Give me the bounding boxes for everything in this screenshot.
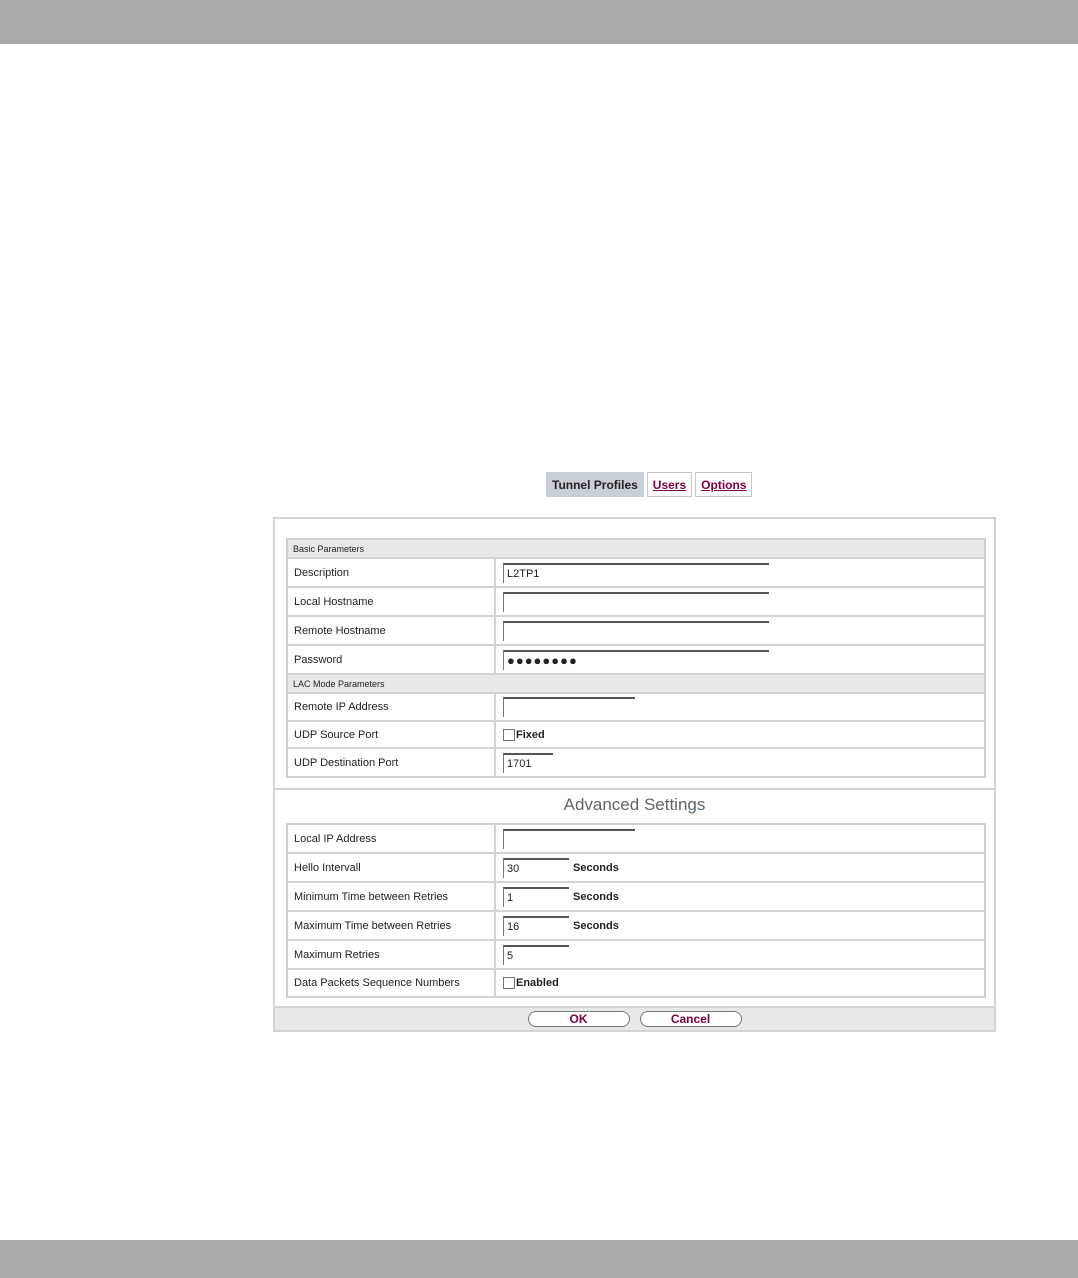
hello-interval-unit: Seconds xyxy=(573,861,619,874)
password-label: Password xyxy=(288,646,496,673)
hello-interval-label: Hello Intervall xyxy=(288,854,496,881)
udp-destination-port-input[interactable] xyxy=(503,753,553,773)
min-time-retries-label: Minimum Time between Retries xyxy=(288,883,496,910)
max-retries-label: Maximum Retries xyxy=(288,941,496,968)
udp-source-port-label: UDP Source Port xyxy=(288,722,496,747)
enabled-checkbox-label: Enabled xyxy=(516,977,559,989)
password-input[interactable] xyxy=(503,650,769,670)
divider xyxy=(275,788,994,790)
description-label: Description xyxy=(288,559,496,586)
enabled-checkbox-group xyxy=(503,977,559,989)
udp-destination-port-label: UDP Destination Port xyxy=(288,749,496,776)
cancel-button[interactable]: Cancel xyxy=(640,1011,742,1027)
section-lac-mode-parameters: LAC Mode Parameters xyxy=(288,675,984,694)
tab-bar xyxy=(546,472,752,497)
tab-tunnel-profiles[interactable]: Tunnel Profiles xyxy=(546,472,644,497)
row-max-time-retries xyxy=(288,912,984,941)
remote-hostname-input[interactable] xyxy=(503,621,769,641)
row-local-ip xyxy=(288,825,984,854)
local-hostname-label: Local Hostname xyxy=(288,588,496,615)
sequence-numbers-label: Data Packets Sequence Numbers xyxy=(288,970,496,996)
min-time-retries-unit: Seconds xyxy=(573,890,619,903)
remote-ip-label: Remote IP Address xyxy=(288,694,496,720)
fixed-checkbox[interactable] xyxy=(503,729,515,741)
basic-parameters-table xyxy=(286,538,986,778)
description-input[interactable] xyxy=(503,563,769,583)
row-description xyxy=(288,559,984,588)
row-hello-interval xyxy=(288,854,984,883)
hello-interval-input[interactable] xyxy=(503,858,569,878)
min-time-retries-input[interactable] xyxy=(503,887,569,907)
row-local-hostname xyxy=(288,588,984,617)
fixed-checkbox-label: Fixed xyxy=(516,728,545,741)
row-password xyxy=(288,646,984,675)
remote-ip-input[interactable] xyxy=(503,697,635,717)
ok-button[interactable]: OK xyxy=(528,1011,630,1027)
tab-users[interactable]: Users xyxy=(647,472,692,497)
row-udp-destination-port xyxy=(288,749,984,776)
section-basic-parameters: Basic Parameters xyxy=(288,540,984,559)
header-bar xyxy=(0,0,1078,44)
settings-panel xyxy=(273,517,996,1032)
tab-options[interactable]: Options xyxy=(695,472,752,497)
max-time-retries-label: Maximum Time between Retries xyxy=(288,912,496,939)
advanced-settings-title: Advanced Settings xyxy=(563,795,706,814)
remote-hostname-label: Remote Hostname xyxy=(288,617,496,644)
max-time-retries-input[interactable] xyxy=(503,916,569,936)
max-time-retries-unit: Seconds xyxy=(573,919,619,932)
max-retries-input[interactable] xyxy=(503,945,569,965)
row-max-retries xyxy=(288,941,984,970)
local-ip-input[interactable] xyxy=(503,829,635,849)
row-sequence-numbers xyxy=(288,970,984,996)
row-remote-ip xyxy=(288,694,984,722)
row-min-time-retries xyxy=(288,883,984,912)
row-remote-hostname xyxy=(288,617,984,646)
row-udp-source-port xyxy=(288,722,984,749)
advanced-settings-table xyxy=(286,823,986,998)
local-ip-label: Local IP Address xyxy=(288,825,496,852)
button-bar xyxy=(275,1006,994,1030)
fixed-checkbox-group xyxy=(503,729,545,741)
enabled-checkbox[interactable] xyxy=(503,977,515,989)
local-hostname-input[interactable] xyxy=(503,592,769,612)
footer-bar xyxy=(0,1240,1078,1278)
